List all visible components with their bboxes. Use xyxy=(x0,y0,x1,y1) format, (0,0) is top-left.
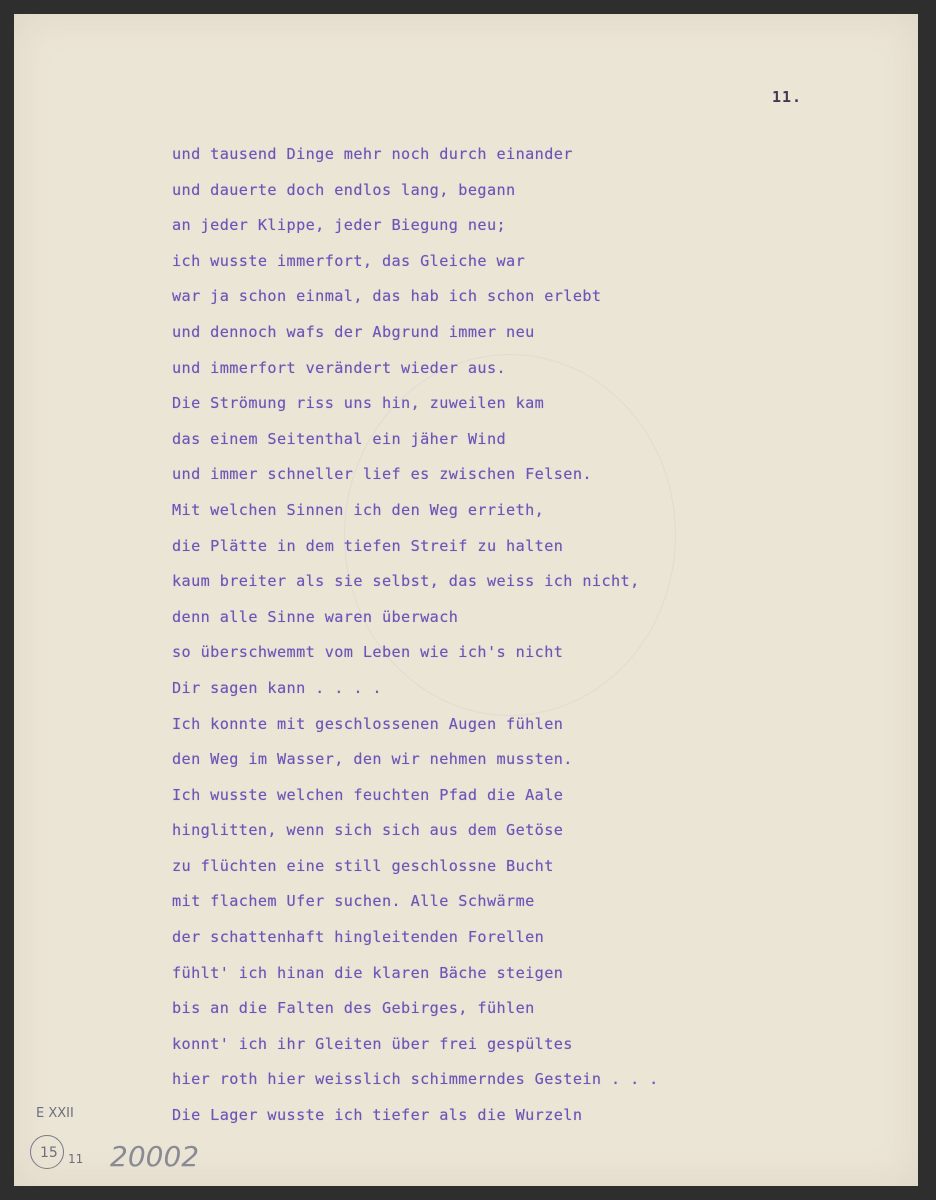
text-line: und immer schneller lief es zwischen Felsen. xyxy=(172,465,592,484)
text-line: Die Strömung riss uns hin, zuweilen kam xyxy=(172,394,545,413)
text-line: so überschwemmt vom Leben wie ich's nicht xyxy=(172,643,564,662)
text-line: und tausend Dinge mehr noch durch einander xyxy=(172,145,573,163)
text-line: der schattenhaft hingleitenden Forellen xyxy=(172,928,545,947)
text-line: an jeder Klippe, jeder Biegung neu; xyxy=(172,216,507,235)
text-line: konnt' ich ihr Gleiten über frei gespültes xyxy=(172,1034,573,1053)
text-line: mit flachem Ufer suchen. Alle Schwärme xyxy=(172,892,535,911)
text-line: und dauerte doch endlos lang, begann xyxy=(172,180,516,199)
text-line: denn alle Sinne waren überwach xyxy=(172,607,459,626)
text-line: fühlt' ich hinan die klaren Bäche steigen xyxy=(172,963,564,982)
text-line: und dennoch wafs der Abgrund immer neu xyxy=(172,322,535,341)
text-line: Mit welchen Sinnen ich den Weg errieth, xyxy=(172,500,545,519)
text-line: kaum breiter als sie selbst, das weiss ich nicht, xyxy=(172,572,640,591)
text-line: ich wusste immerfort, das Gleiche war xyxy=(172,251,526,270)
text-line: das einem Seitenthal ein jäher Wind xyxy=(172,429,507,448)
archive-signature-code: E XXII xyxy=(36,1106,74,1121)
poem-text xyxy=(172,137,659,1134)
text-line: Dir sagen kann . . . . xyxy=(172,678,382,697)
text-line: Ich konnte mit geschlossenen Augen fühlen xyxy=(172,714,564,733)
text-line: hinglitten, wenn sich sich aus dem Getöse xyxy=(172,821,564,840)
text-line: hier roth hier weisslich schimmerndes Gestein . . . xyxy=(172,1070,659,1089)
text-line: Die Lager wusste ich tiefer als die Wurzeln xyxy=(172,1106,583,1125)
archive-inventory-number: 20002 xyxy=(110,1140,200,1173)
text-line: den Weg im Wasser, den wir nehmen mussten. xyxy=(172,750,573,769)
archive-sheet-number: 11 xyxy=(68,1152,84,1166)
text-line: und immerfort verändert wieder aus. xyxy=(172,358,507,377)
text-line: war ja schon einmal, das hab ich schon erlebt xyxy=(172,287,602,306)
text-line: Ich wusste welchen feuchten Pfad die Aale xyxy=(172,785,564,804)
page-number: 11. xyxy=(772,88,803,106)
archive-circled-number: 15 xyxy=(40,1145,58,1161)
text-line: die Plätte in dem tiefen Streif zu halten xyxy=(172,536,564,555)
text-line: zu flüchten eine still geschlossne Bucht xyxy=(172,856,554,875)
text-line: bis an die Falten des Gebirges, fühlen xyxy=(172,999,535,1018)
